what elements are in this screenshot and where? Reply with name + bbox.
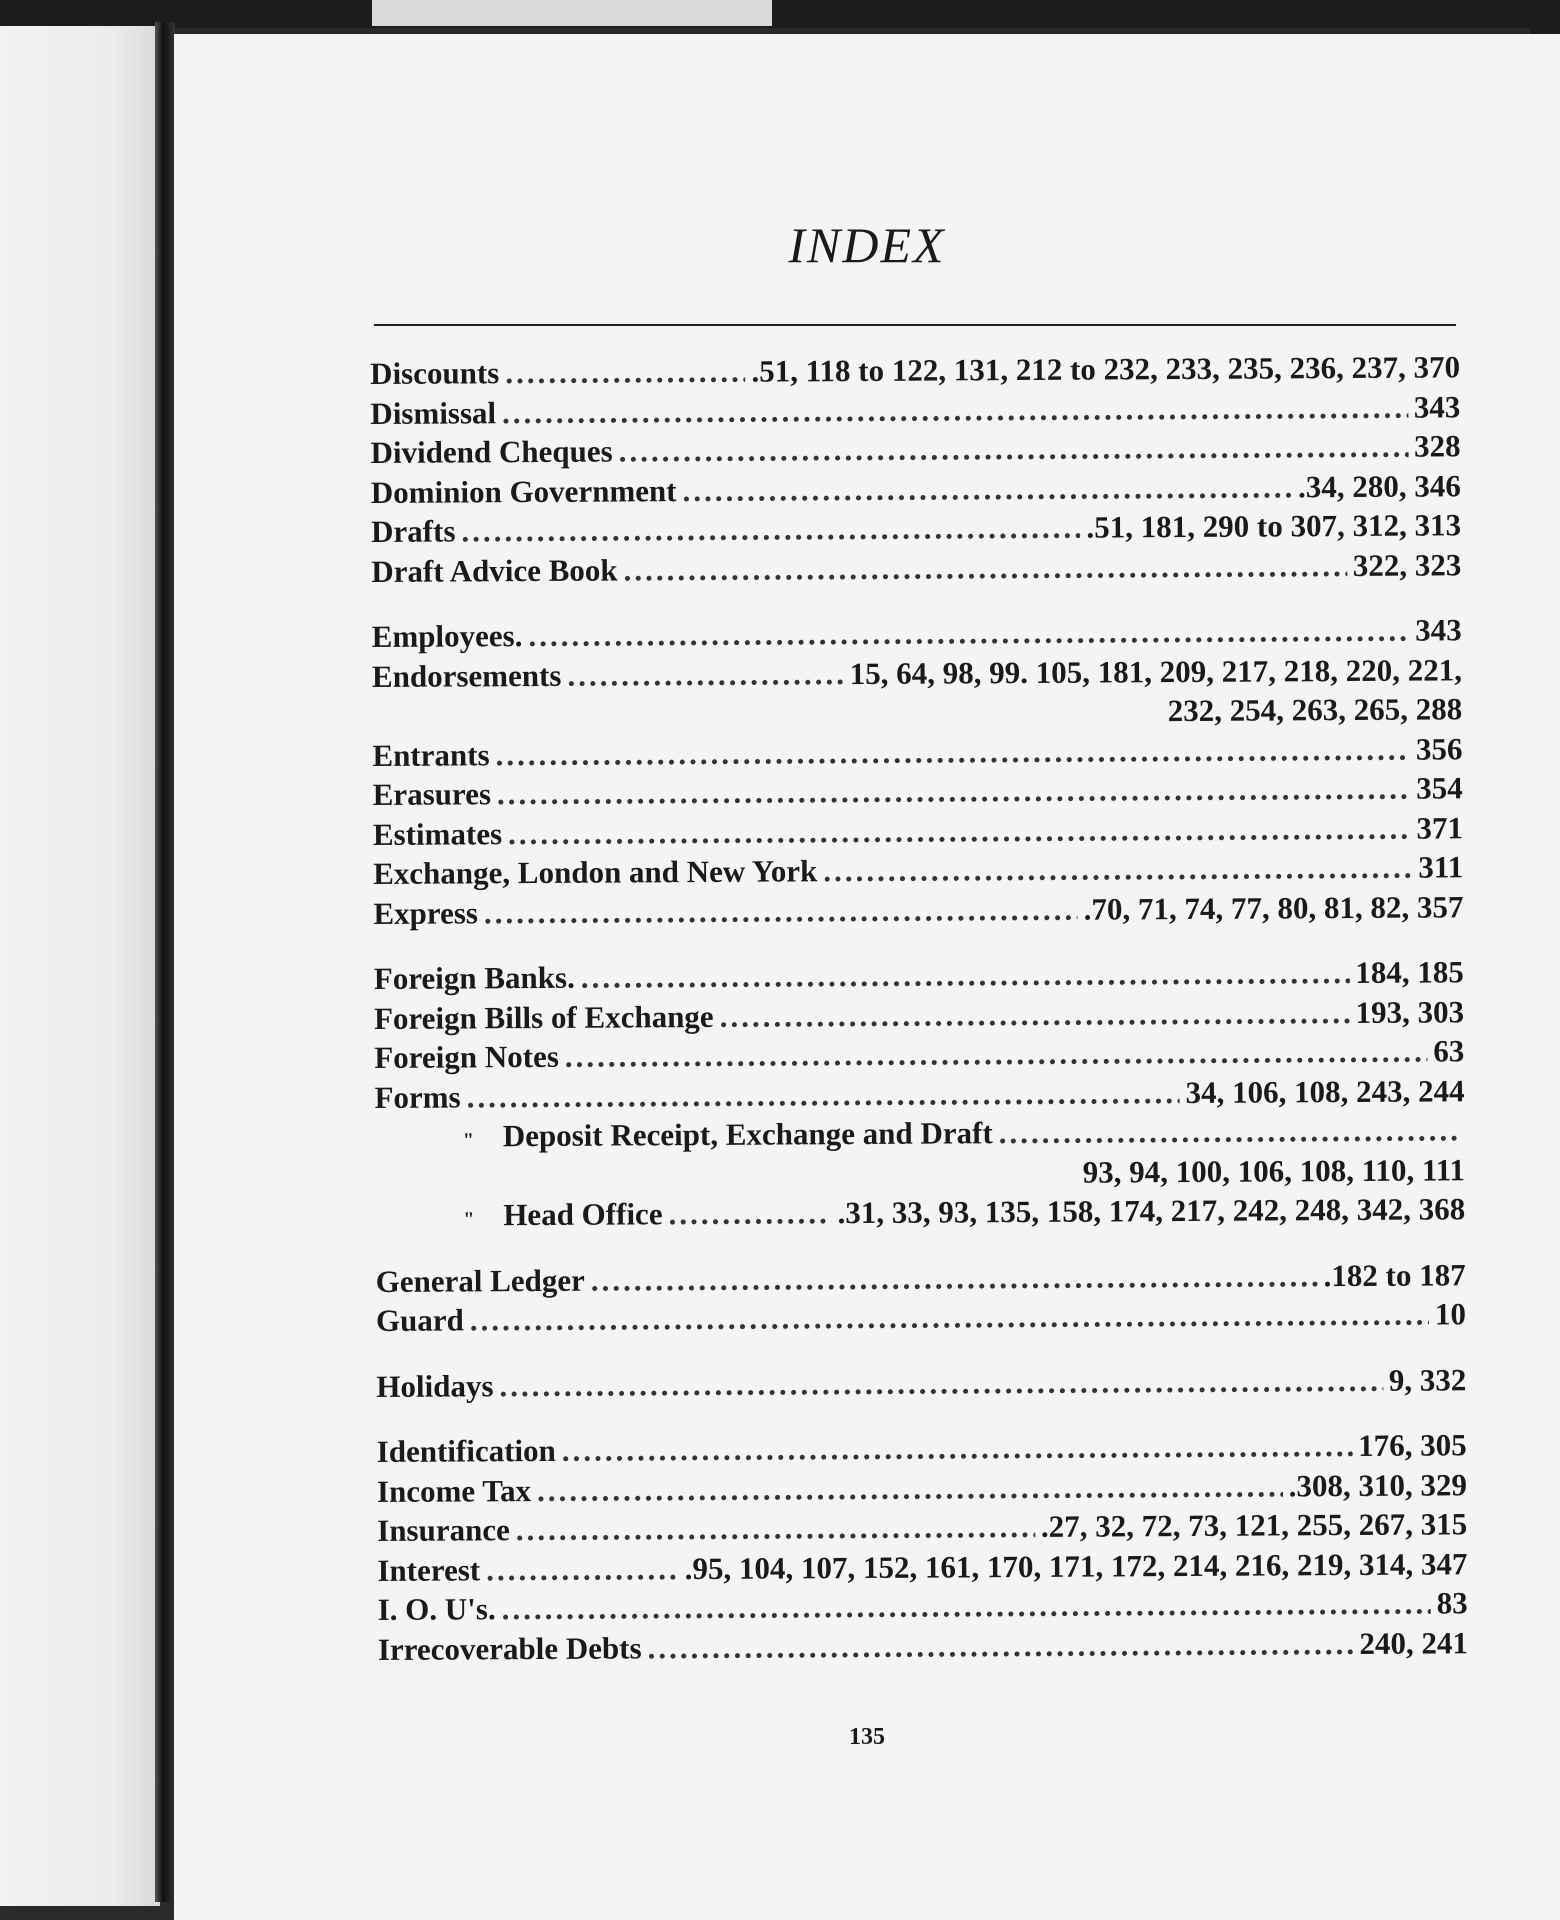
entry-term: Irrecoverable Debts [377, 1629, 642, 1667]
entry-term: Head Office [503, 1196, 663, 1233]
entry-pages: .51, 181, 290 to 307, 312, 313 [1086, 507, 1462, 545]
entry-term: Endorsements [371, 657, 562, 694]
page-number: 135 [849, 1724, 885, 1750]
index-entry [372, 610, 1462, 656]
title-rule [374, 324, 1456, 326]
entry-term: Interest [377, 1551, 481, 1588]
dot-leader [999, 1110, 1459, 1152]
entry-term: Dismissal [370, 394, 497, 431]
index-entry [378, 1623, 1468, 1669]
entry-pages: 371 [1416, 809, 1464, 846]
dot-leader [484, 889, 1078, 932]
entry-pages: 9, 332 [1388, 1361, 1467, 1398]
entry-term: Holidays [376, 1367, 494, 1404]
index-entry [376, 1294, 1466, 1340]
index-entry [372, 729, 1462, 775]
index-entry [373, 808, 1463, 854]
dot-leader [682, 467, 1292, 510]
entry-pages: .27, 32, 72, 73, 121, 255, 267, 315 [1040, 1506, 1468, 1544]
index-entry [370, 387, 1460, 433]
dot-leader [823, 848, 1412, 891]
entry-term: I. O. U's. [377, 1591, 496, 1627]
entry-term: Discounts [370, 355, 500, 391]
dot-leader [720, 993, 1350, 1036]
entry-pages: 343 [1415, 612, 1462, 648]
dot-leader [668, 1193, 831, 1233]
entry-term: General Ledger [375, 1262, 585, 1299]
entry-term: Foreign Bills of Exchange [373, 998, 714, 1036]
entry-term: Identification [376, 1432, 556, 1469]
entry-pages: 311 [1418, 849, 1464, 885]
entry-term: Dominion Government [370, 472, 677, 510]
index-entry [378, 1583, 1468, 1629]
dot-leader [619, 427, 1409, 471]
index-entry [372, 650, 1462, 696]
dot-leader [562, 1426, 1353, 1470]
entry-pages: 10 [1434, 1296, 1466, 1332]
dot-leader [470, 1295, 1429, 1340]
entry-pages: 15, 64, 98, 99. 105, 181, 209, 217, 218, 220, 221, [849, 651, 1463, 691]
entry-term: Employees. [371, 618, 523, 654]
index-entry [374, 1031, 1464, 1077]
index-entry [377, 1465, 1467, 1511]
book-spine [155, 22, 175, 1902]
facing-page [0, 26, 160, 1906]
index-entry [376, 1255, 1466, 1301]
dot-leader [486, 1549, 679, 1590]
entry-pages: .182 to 187 [1323, 1256, 1466, 1293]
entry-term: Draft Advice Book [371, 551, 618, 589]
entry-term: Entrants [372, 736, 490, 773]
dot-leader [623, 546, 1346, 590]
entry-pages: 184, 185 [1355, 954, 1464, 990]
dot-leader [502, 1584, 1431, 1629]
dot-leader [581, 953, 1350, 997]
dot-leader [502, 387, 1408, 432]
dot-leader [567, 654, 844, 695]
entry-pages: 322, 323 [1352, 546, 1462, 583]
dot-leader [497, 769, 1410, 814]
entry-term: Dividend Cheques [370, 433, 613, 470]
index-list [370, 347, 1468, 1669]
dot-leader [508, 808, 1411, 853]
dot-leader [505, 352, 745, 393]
entry-term: Foreign Banks. [373, 959, 575, 996]
index-entry [375, 1189, 1465, 1235]
scan-top-tab [372, 0, 772, 26]
index-entry [370, 347, 1460, 393]
entry-pages-continuation: 232, 254, 263, 265, 288 [1167, 691, 1463, 729]
dot-leader [461, 508, 1080, 551]
entry-pages: 240, 241 [1359, 1624, 1468, 1661]
ditto-mark: " [463, 1208, 475, 1231]
entry-term: Express [373, 894, 479, 931]
index-entry [374, 992, 1464, 1038]
dot-leader [537, 1466, 1283, 1510]
entry-pages: 176, 305 [1358, 1427, 1467, 1463]
dot-leader [516, 1507, 1035, 1550]
index-entry [375, 1110, 1465, 1156]
index-entry [371, 505, 1461, 551]
entry-pages: 63 [1433, 1033, 1465, 1069]
entry-term: Insurance [377, 1512, 510, 1548]
dot-leader [495, 729, 1410, 774]
dot-leader [528, 611, 1409, 656]
entry-pages: .51, 118 to 122, 131, 212 to 232, 233, 235, 236, 237, 370 [751, 349, 1461, 389]
entry-term: Forms [374, 1078, 461, 1115]
index-entry [376, 1360, 1466, 1406]
entry-pages: 328 [1413, 428, 1461, 464]
entry-term: Guard [375, 1302, 464, 1338]
index-entry [374, 952, 1464, 998]
entry-term: Erasures [372, 776, 492, 812]
index-entry [374, 1071, 1464, 1117]
index-page [174, 34, 1560, 1920]
entry-pages: 34, 106, 108, 243, 244 [1185, 1072, 1465, 1110]
scan-top-border [0, 0, 1560, 28]
entry-pages: .31, 33, 93, 135, 158, 174, 217, 242, 248, 342, 368 [837, 1191, 1466, 1231]
index-entry [371, 466, 1461, 512]
entry-term: Drafts [370, 513, 456, 549]
entry-pages: .34, 280, 346 [1297, 467, 1461, 504]
dot-leader [591, 1256, 1318, 1300]
entry-pages: 83 [1436, 1585, 1468, 1621]
entry-pages: 193, 303 [1355, 993, 1465, 1030]
entry-term: Income Tax [376, 1472, 532, 1509]
entry-pages: .95, 104, 107, 152, 161, 170, 171, 172, 214, 216, 219, 314, 347 [684, 1545, 1468, 1586]
entry-term: Exchange, London and New York [373, 853, 818, 891]
index-entry [377, 1425, 1467, 1471]
index-entry [377, 1504, 1467, 1550]
ditto-mark: " [462, 1129, 474, 1152]
entry-pages: 356 [1415, 730, 1463, 767]
page-title: INDEX [788, 217, 946, 273]
dot-leader [565, 1032, 1428, 1077]
entry-term: Estimates [372, 815, 503, 852]
index-entry [373, 847, 1463, 893]
entry-term: Foreign Notes [374, 1038, 559, 1075]
index-entry [371, 545, 1461, 591]
entry-pages: .308, 310, 329 [1288, 1466, 1468, 1503]
entry-pages-continuation: 93, 94, 100, 106, 108, 110, 111 [1082, 1151, 1466, 1190]
entry-pages: 343 [1413, 388, 1461, 425]
index-entry [373, 887, 1463, 933]
dot-leader [499, 1360, 1383, 1405]
dot-leader [647, 1624, 1353, 1668]
index-entry [370, 426, 1460, 472]
dot-leader [467, 1073, 1180, 1117]
entry-pages: 354 [1416, 770, 1463, 806]
index-entry [373, 768, 1463, 814]
entry-term: Deposit Receipt, Exchange and Draft [502, 1115, 993, 1154]
index-entry [377, 1544, 1467, 1590]
entry-pages: .70, 71, 74, 77, 80, 81, 82, 357 [1083, 888, 1464, 927]
